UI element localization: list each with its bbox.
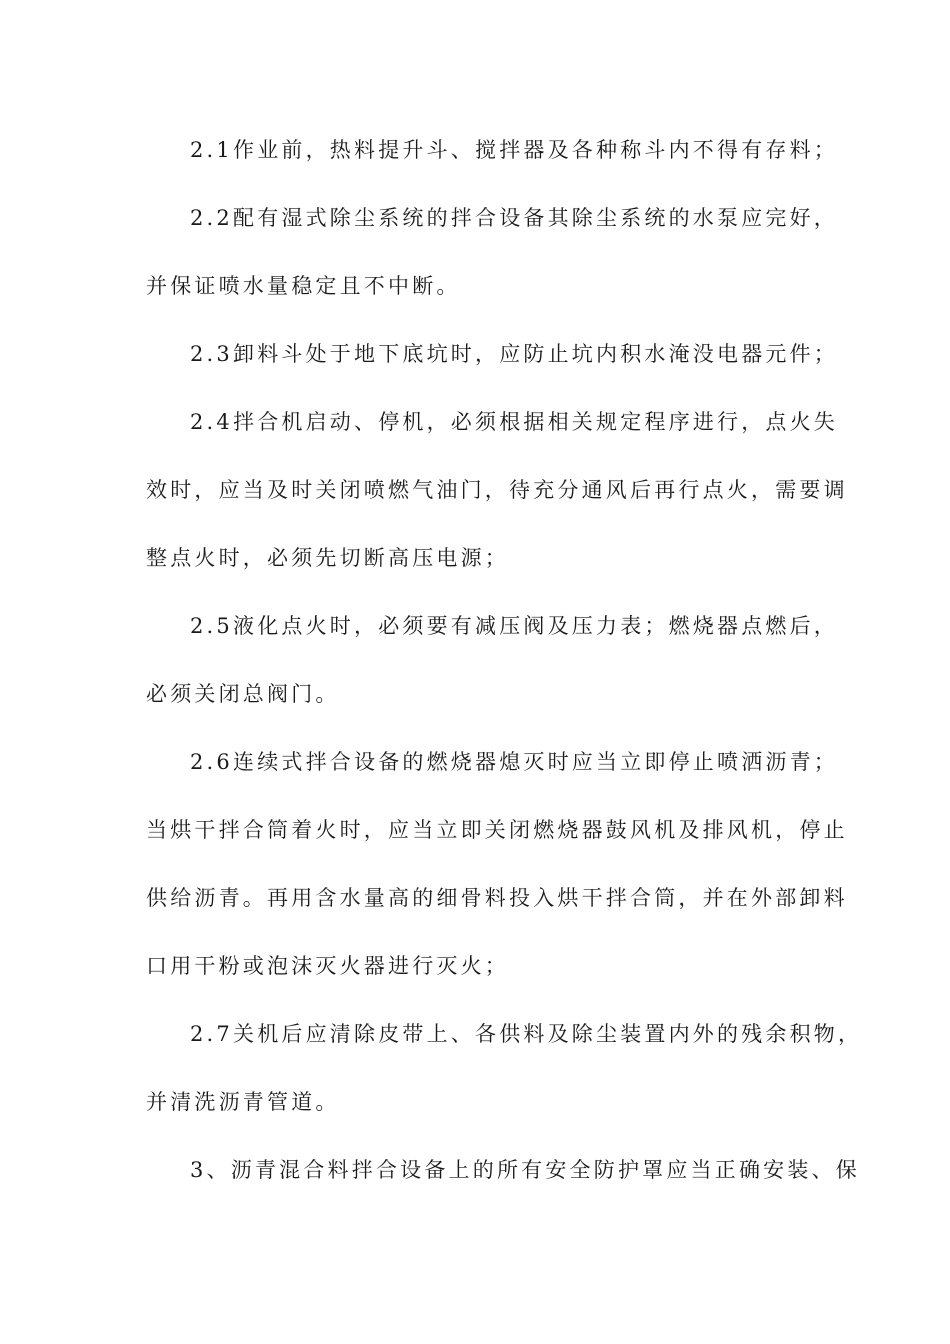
paragraph-2-3-line-1: 2.3卸料斗处于地下底坑时，应防止坑内积水淹没电器元件； [190, 342, 838, 366]
paragraph-2-5-line-2: 必须关闭总阀门。 [146, 682, 340, 706]
paragraph-2-2-line-1: 2.2配有湿式除尘系统的拌合设备其除尘系统的水泵应完好， [190, 206, 838, 230]
paragraph-2-6-line-3: 供给沥青。再用含水量高的细骨料投入烘干拌合筒，并在外部卸料 [146, 886, 848, 910]
paragraph-2-4-line-3: 整点火时，必须先切断高压电源； [146, 546, 509, 570]
paragraph-2-6-line-4: 口用干粉或泡沫灭火器进行灭火； [146, 954, 509, 978]
paragraph-2-6-line-1: 2.6连续式拌合设备的燃烧器熄灭时应当立即停止喷洒沥青； [190, 750, 838, 774]
paragraph-2-5-line-1: 2.5液化点火时，必须要有减压阀及压力表；燃烧器点燃后， [190, 614, 838, 638]
paragraph-2-7-line-1: 2.7关机后应清除皮带上、各供料及除尘装置内外的残余积物， [190, 1022, 863, 1046]
paragraph-2-4-line-2: 效时，应当及时关闭喷燃气油门，待充分通风后再行点火，需要调 [146, 478, 848, 502]
paragraph-2-7-line-2: 并清洗沥青管道。 [146, 1090, 340, 1114]
paragraph-2-2-line-2: 并保证喷水量稳定且不中断。 [146, 274, 461, 298]
paragraph-2-1-line-1: 2.1作业前，热料提升斗、搅拌器及各种称斗内不得有存料； [190, 138, 838, 162]
paragraph-2-4-line-1: 2.4拌合机启动、停机，必须根据相关规定程序进行，点火失 [190, 410, 838, 434]
paragraph-2-6-line-2: 当烘干拌合筒着火时，应当立即关闭燃烧器鼓风机及排风机，停止 [146, 818, 848, 842]
paragraph-3-line-1: 3、沥青混合料拌合设备上的所有安全防护罩应当正确安装、保 [190, 1158, 860, 1182]
